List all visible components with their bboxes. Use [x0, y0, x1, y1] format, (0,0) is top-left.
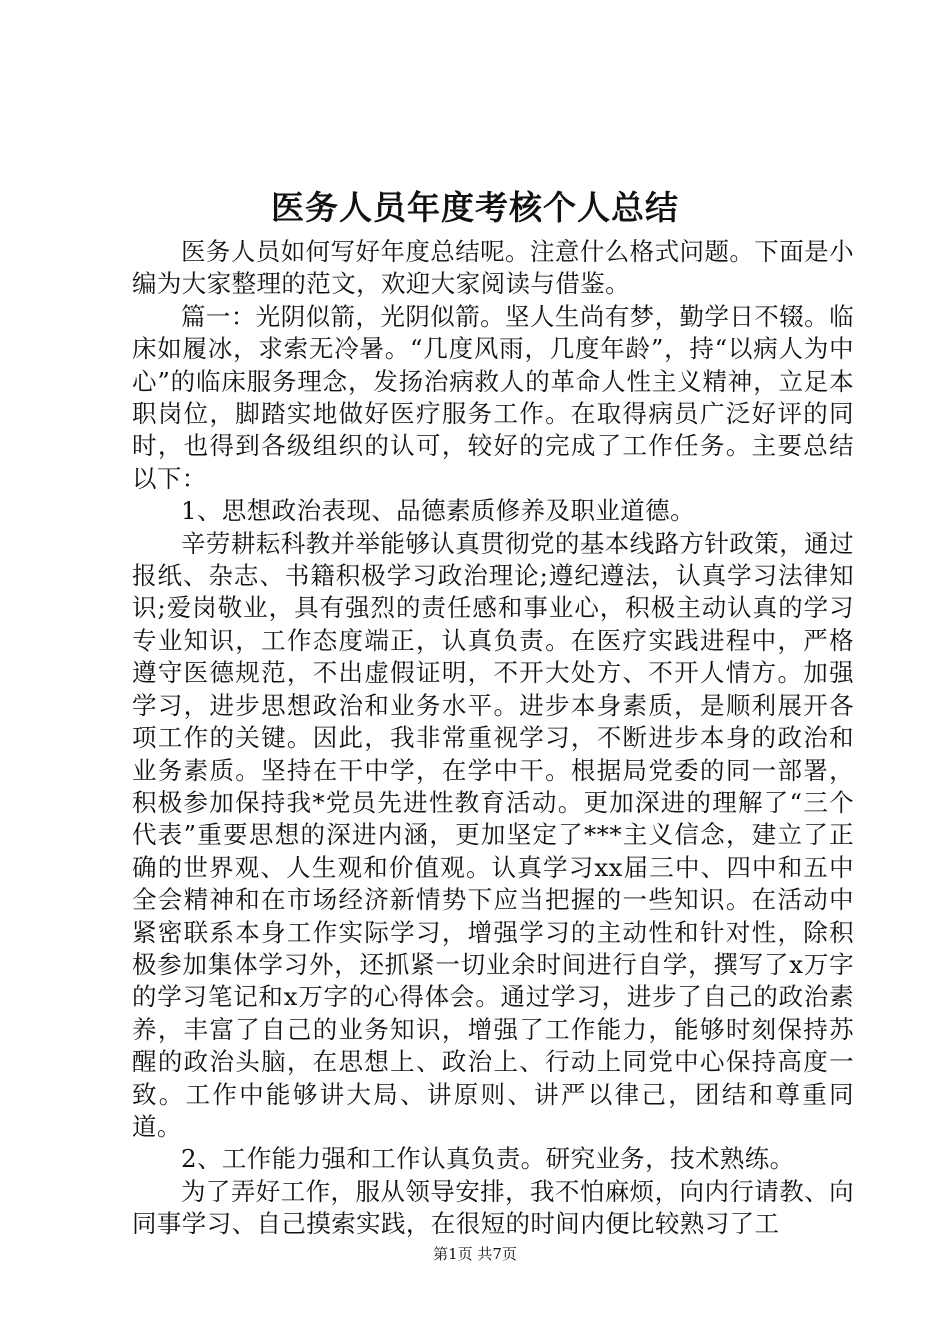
- document-title: 医务人员年度考核个人总结: [271, 188, 679, 227]
- document-body: [132, 236, 854, 1241]
- section-heading-1: 1、思想政治表现、品德素质修养及职业道德。: [181, 496, 695, 526]
- paragraph-part-one: 篇一：光阴似箭，光阴似箭。坚人生尚有梦，勤学日不辍。临床如履冰，求索无冷暑。“几度风雨，几度年龄”，持“以病人为中心”的临床服务理念，发扬治病救人的革命人性主义精神，立足本职岗位，脚踏实地做好医疗服务工作。在取得病员广泛好评的同时，也得到各级组织的认可，较好的完成了工作任务。主要总结以下：: [132, 301, 854, 493]
- paragraph-section-2: 为了弄好工作，服从领导安排，我不怕麻烦，向内行请教、向同事学习、自己摸索实践，在很短的时间内便比较熟习了工: [132, 1176, 854, 1239]
- paragraph-intro: 医务人员如何写好年度总结呢。注意什么格式问题。下面是小编为大家整理的范文，欢迎大家阅读与借鉴。: [132, 237, 854, 299]
- page-footer: 第1页 共7页: [433, 1245, 517, 1263]
- paragraph-section-1: 辛劳耕耘科教并举能够认真贯彻党的基本线路方针政策，通过报纸、杂志、书籍积极学习政治理论;遵纪遵法，认真学习法律知识;爱岗敬业，具有强烈的责任感和事业心，积极主动认真的学习专业知识，工作态度端正，认真负责。在医疗实践进程中，严格遵守医德规范，不出虚假证明，不开大处方、不开人情方。加强学习，进步思想政治和业务水平。进步本身素质，是顺利展开各项工作的关键。因此，我非常重视学习，不断进步本身的政治和业务素质。坚持在干中学，在学中干。根据局党委的同一部署，积极参加保持我*党员先进性教育活动。更加深进的理解了“三个代表”重要思想的深进内涵，更加坚定了***主义信念，建立了正确的世界观、人生观和价值观。认真学习xx届三中、四中和五中全会精神和在市场经济新情势下应当把握的一些知识。在活动中紧密联系本身工作实际学习，增强学习的主动性和针对性，除积极参加集体学习外，还抓紧一切业余时间进行自学，撰写了x万字的学习笔记和x万字的心得体会。通过学习，进步了自己的政治素养，丰富了自己的业务知识，增强了工作能力，能够时刻保持苏醒的政治头脑，在思想上、政治上、行动上同党中心保持高度一致。工作中能够讲大局、讲原则、讲严以律己，团结和尊重同道。: [132, 528, 854, 1141]
- section-heading-2: 2、工作能力强和工作认真负责。研究业务，技术熟练。: [181, 1144, 795, 1174]
